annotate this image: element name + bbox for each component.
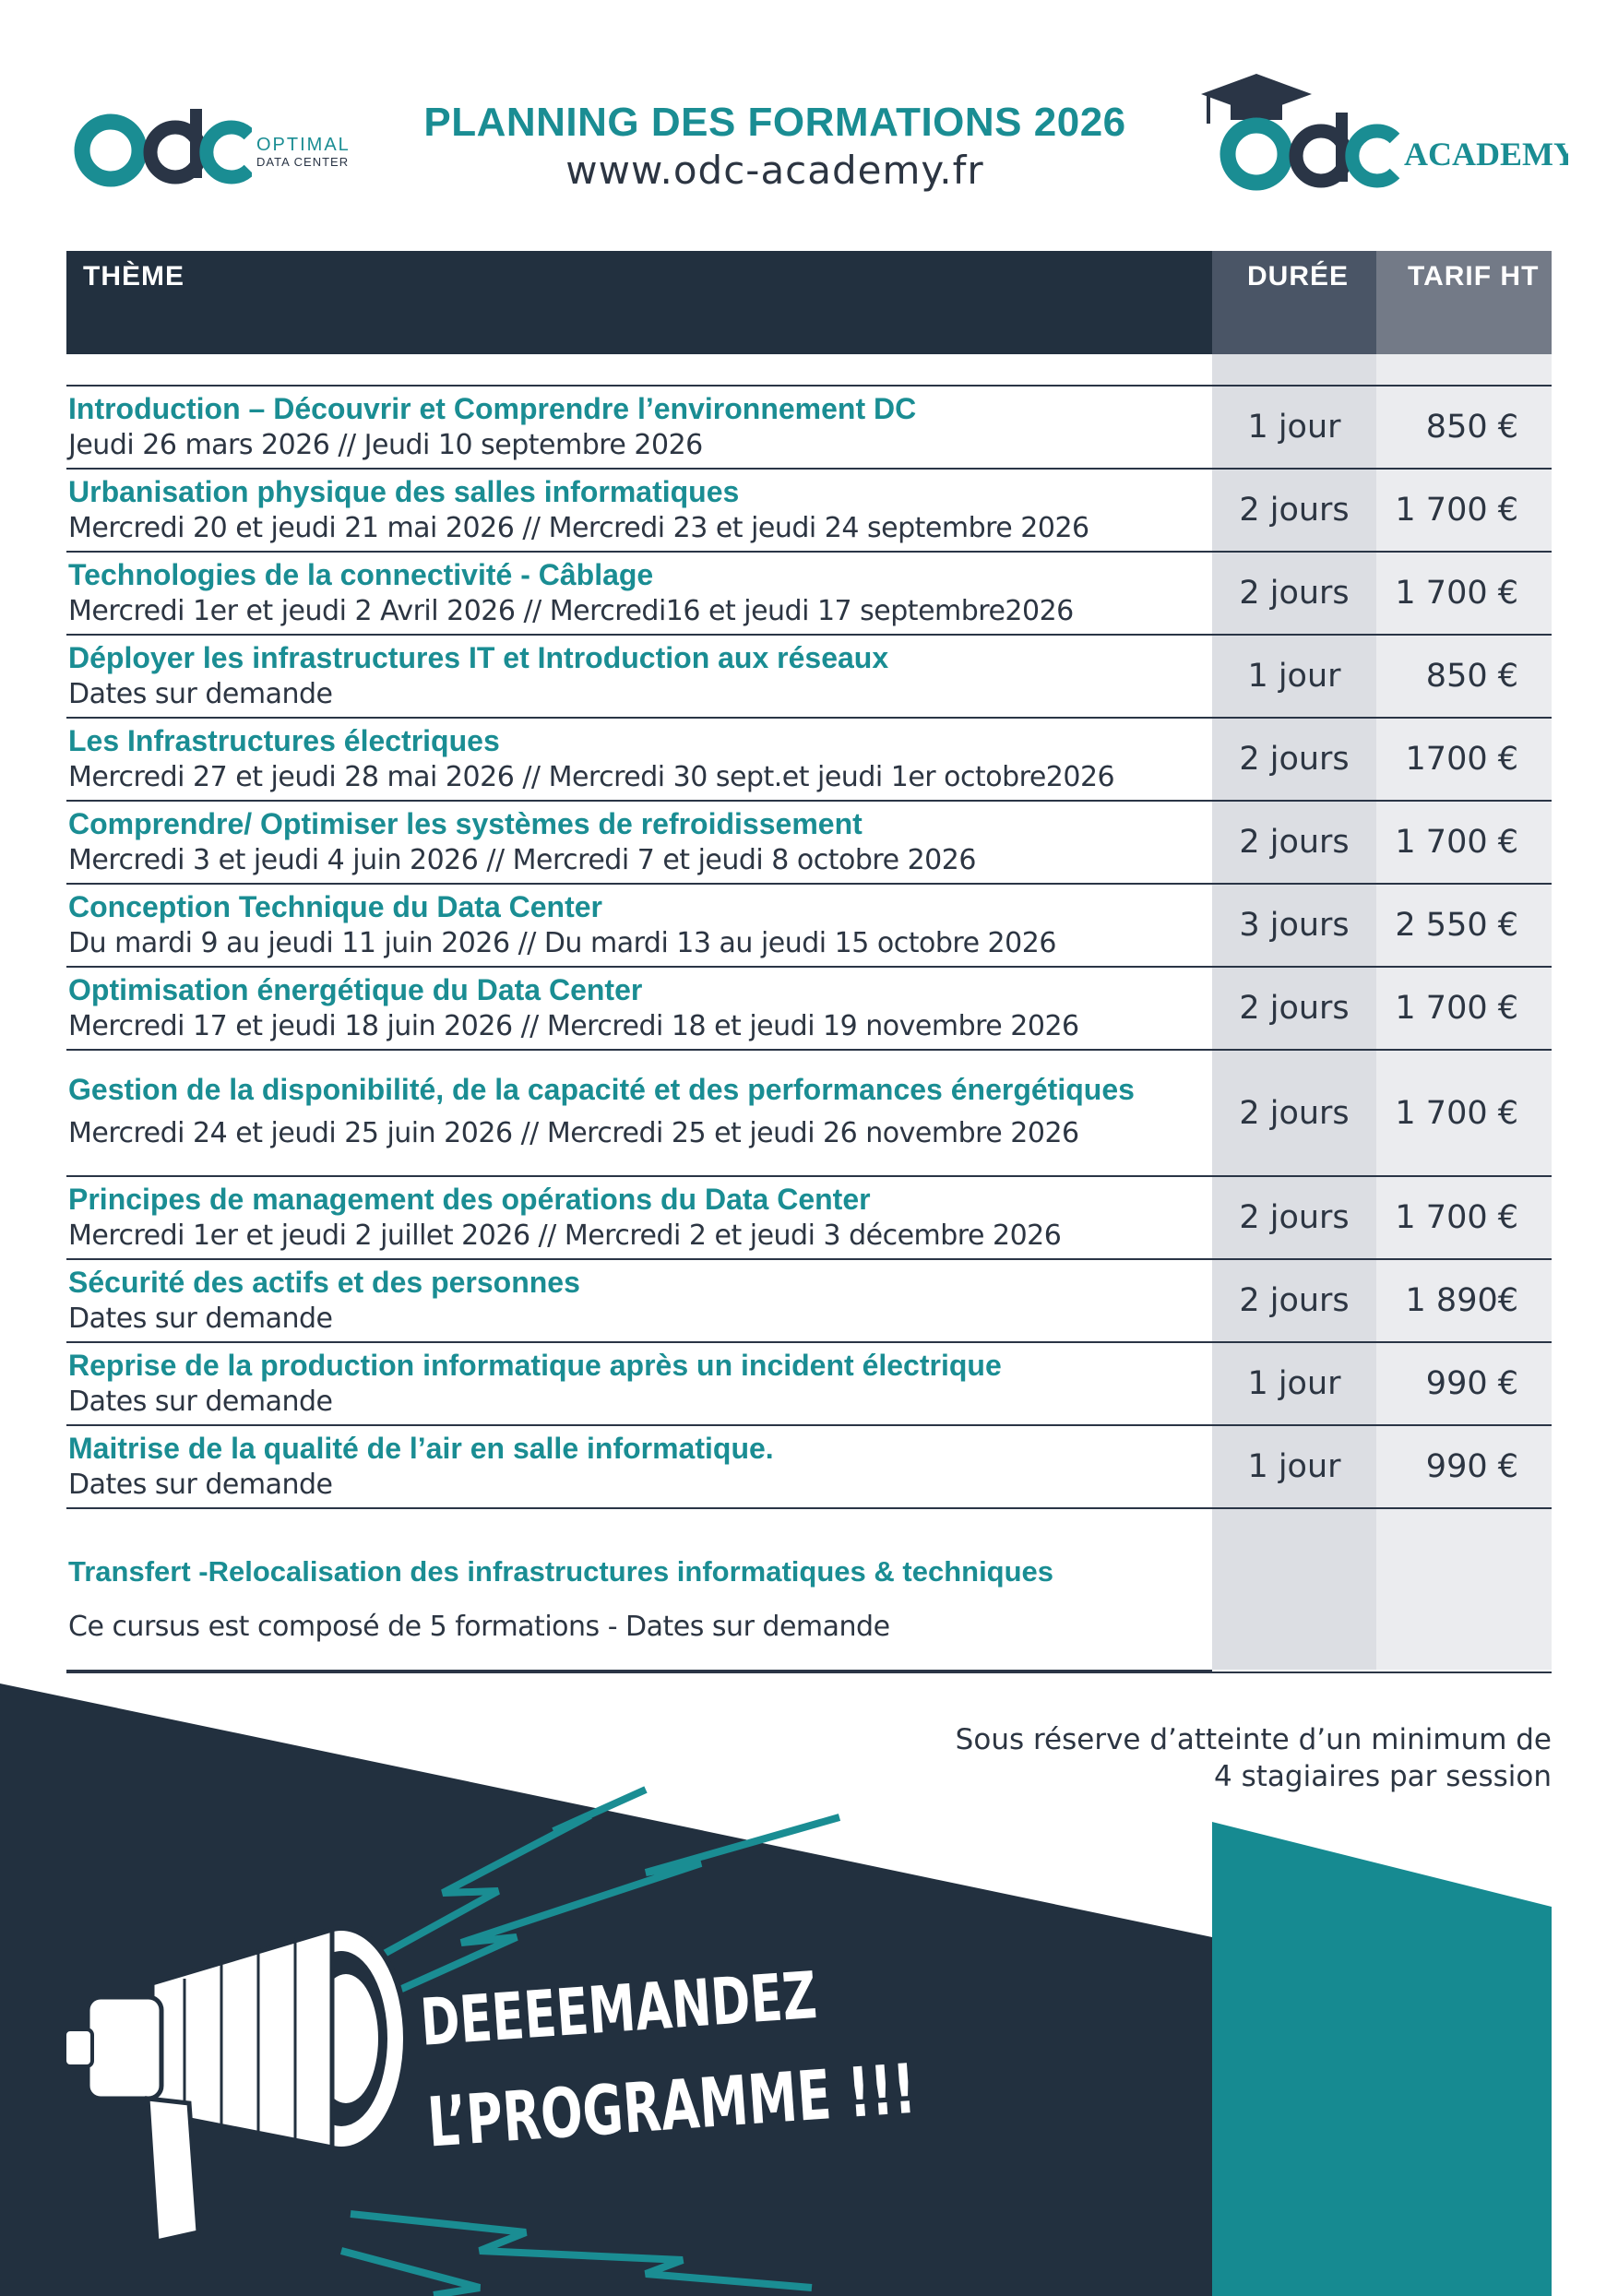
row-dates: Mercredi 1er et jeudi 2 juillet 2026 // Mercredi 2 et jeudi 3 décembre 2026	[68, 1219, 1062, 1252]
table-row[interactable]	[66, 717, 1552, 800]
table-row[interactable]	[66, 551, 1552, 634]
header-theme-label: THÈME	[83, 261, 184, 291]
table-row[interactable]	[66, 385, 1552, 468]
row-duree: 2 jours	[1239, 575, 1350, 612]
title-block	[387, 100, 1162, 193]
row-tarif: 1 700 €	[1395, 1094, 1518, 1132]
row-title: Principes de management des opérations du Data Center	[68, 1183, 871, 1216]
row-dates: Mercredi 1er et jeudi 2 Avril 2026 // Mercredi16 et jeudi 17 septembre2026	[68, 595, 1074, 627]
row-title: Déployer les infrastructures IT et Introduction aux réseaux	[68, 641, 889, 674]
row-tarif: 850 €	[1425, 658, 1518, 695]
table-row[interactable]	[66, 800, 1552, 883]
row-title: Urbanisation physique des salles informatiques	[68, 475, 740, 508]
academy-logo-text: ACADEMY	[1404, 136, 1568, 172]
row-duree: 2 jours	[1239, 741, 1350, 778]
note-line-2: 4 stagiaires par session	[1214, 1760, 1552, 1793]
cursus-row[interactable]	[66, 1507, 1552, 1673]
cursus-description: Ce cursus est composé de 5 formations - Dates sur demande	[68, 1611, 890, 1643]
row-tarif: 850 €	[1425, 409, 1518, 446]
row-dates: Du mardi 9 au jeudi 11 juin 2026 // Du mardi 13 au jeudi 15 octobre 2026	[68, 927, 1056, 959]
odc-logo	[72, 109, 349, 192]
row-duree: 2 jours	[1239, 1094, 1350, 1132]
odc-logo-mark	[72, 109, 252, 192]
banner-line-1: DEEEEMANDEZ	[418, 1946, 966, 2061]
row-duree: 1 jour	[1247, 658, 1341, 695]
row-duree: 1 jour	[1247, 1365, 1341, 1402]
row-dates: Mercredi 24 et jeudi 25 juin 2026 // Mercredi 25 et jeudi 26 novembre 2026	[68, 1117, 1079, 1149]
header-tarif-label: TARIF HT	[1408, 261, 1540, 291]
row-tarif: 1700 €	[1405, 741, 1518, 778]
row-title: Reprise de la production informatique après un incident électrique	[68, 1349, 1002, 1382]
odc-academy-logo	[1199, 66, 1568, 196]
header-theme-cell	[66, 251, 1212, 354]
row-duree: 2 jours	[1239, 1199, 1350, 1236]
row-duree: 1 jour	[1247, 1448, 1341, 1485]
row-dates: Dates sur demande	[68, 678, 333, 710]
page-title: PLANNING DES FORMATIONS 2026	[423, 100, 1126, 145]
table-row[interactable]	[66, 1424, 1552, 1507]
table-row[interactable]	[66, 634, 1552, 717]
row-tarif: 1 700 €	[1395, 1199, 1518, 1236]
table-row[interactable]	[66, 966, 1552, 1049]
row-duree: 2 jours	[1239, 492, 1350, 529]
row-tarif: 1 700 €	[1395, 824, 1518, 861]
row-tarif: 1 700 €	[1395, 492, 1518, 529]
table-row[interactable]	[66, 468, 1552, 551]
row-duree: 2 jours	[1239, 990, 1350, 1027]
table-row[interactable]	[66, 1175, 1552, 1258]
row-duree: 1 jour	[1247, 409, 1341, 446]
row-dates: Mercredi 20 et jeudi 21 mai 2026 // Mercredi 23 et jeudi 24 septembre 2026	[68, 512, 1089, 544]
logo-sub-datacenter: DATA CENTER	[256, 155, 350, 169]
session-note	[956, 1721, 1552, 1795]
row-title: Conception Technique du Data Center	[68, 890, 602, 923]
row-title: Sécurité des actifs et des personnes	[68, 1266, 580, 1299]
row-title: Gestion de la disponibilité, de la capacité et des performances énergétiques	[68, 1073, 1135, 1106]
row-tarif: 990 €	[1425, 1448, 1518, 1485]
website-link[interactable]: www.odc-academy.fr	[565, 148, 984, 193]
row-dates: Jeudi 26 mars 2026 // Jeudi 10 septembre 2026	[68, 429, 703, 461]
training-table	[66, 385, 1552, 1673]
row-dates: Mercredi 27 et jeudi 28 mai 2026 // Mercredi 30 sept.et jeudi 1er octobre2026	[68, 761, 1115, 793]
row-title: Les Infrastructures électriques	[68, 724, 500, 757]
logo-sub-optimal: OPTIMAL	[256, 135, 351, 155]
row-duree: 3 jours	[1239, 907, 1350, 944]
cursus-title: Transfert -Relocalisation des infrastructures informatiques & techniques	[68, 1555, 1054, 1588]
row-tarif: 1 890€	[1405, 1282, 1518, 1319]
row-tarif: 1 700 €	[1395, 575, 1518, 612]
table-row[interactable]	[66, 883, 1552, 966]
row-title: Optimisation énergétique du Data Center	[68, 973, 643, 1006]
row-dates: Dates sur demande	[68, 1386, 333, 1418]
table-row[interactable]	[66, 1258, 1552, 1341]
academy-logo-mark	[1199, 66, 1568, 196]
row-title: Comprendre/ Optimiser les systèmes de refroidissement	[68, 807, 863, 840]
row-duree: 2 jours	[1239, 1282, 1350, 1319]
row-tarif: 1 700 €	[1395, 990, 1518, 1027]
header-duree-label: DURÉE	[1247, 261, 1350, 291]
row-title: Maitrise de la qualité de l’air en salle informatique.	[68, 1432, 774, 1465]
row-dates: Mercredi 3 et jeudi 4 juin 2026 // Mercredi 7 et jeudi 8 octobre 2026	[68, 844, 976, 876]
note-line-1: Sous réserve d’atteinte d’un minimum de	[955, 1723, 1552, 1756]
table-row[interactable]	[66, 1049, 1552, 1175]
row-dates: Dates sur demande	[68, 1469, 333, 1501]
row-title: Technologies de la connectivité - Câblage	[68, 558, 654, 591]
row-dates: Mercredi 17 et jeudi 18 juin 2026 // Mercredi 18 et jeudi 19 novembre 2026	[68, 1010, 1079, 1042]
banner-line-2: L’PROGRAMME !!!	[424, 2036, 1105, 2163]
row-title: Introduction – Découvrir et Comprendre l’environnement DC	[68, 392, 917, 425]
table-row[interactable]	[66, 1341, 1552, 1424]
row-dates: Dates sur demande	[68, 1303, 333, 1335]
row-tarif: 2 550 €	[1395, 907, 1518, 944]
row-tarif: 990 €	[1425, 1365, 1518, 1402]
row-duree: 2 jours	[1239, 824, 1350, 861]
